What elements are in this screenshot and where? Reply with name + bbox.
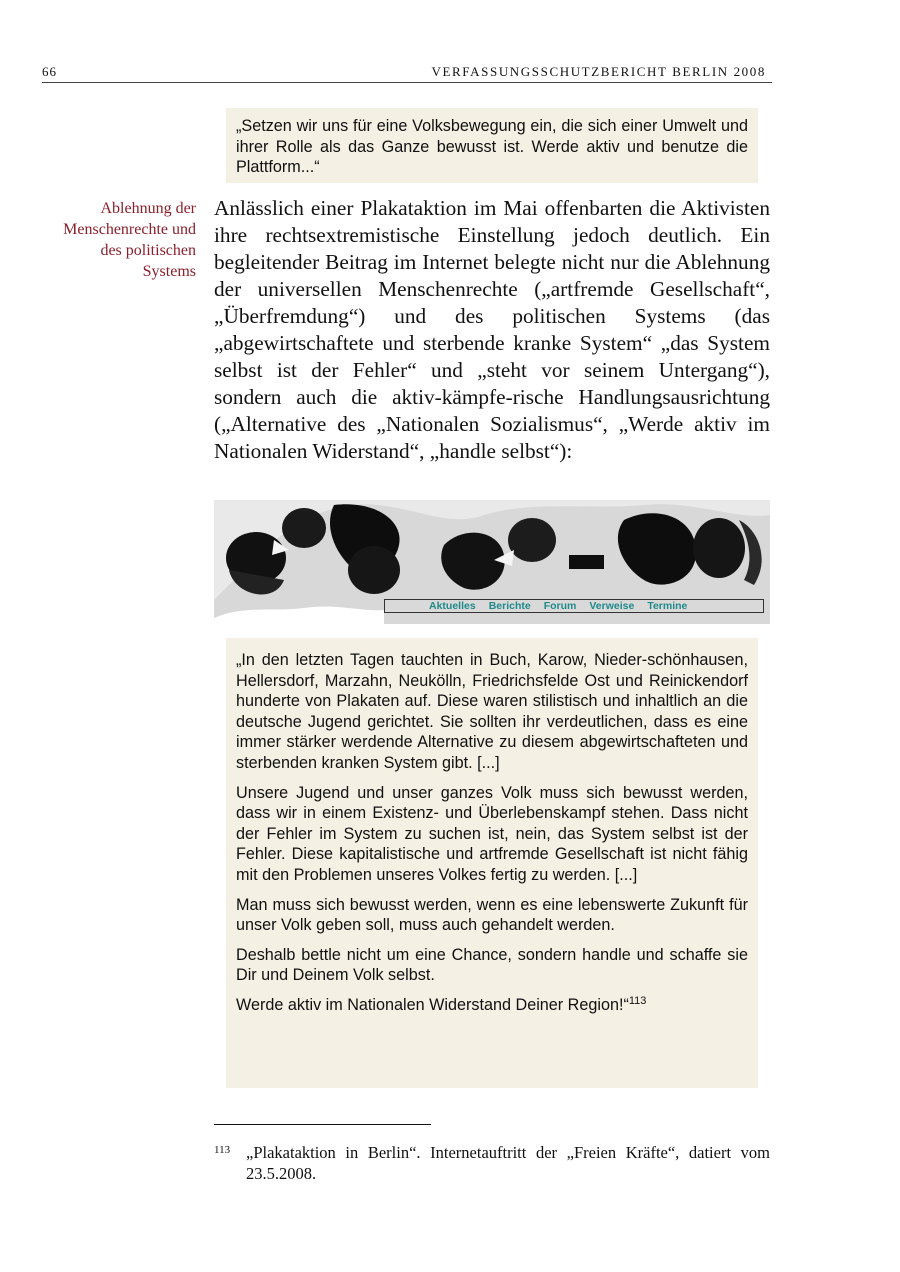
website-banner-image xyxy=(214,500,770,624)
running-title: VERFASSUNGSSCHUTZBERICHT BERLIN 2008 xyxy=(431,64,766,79)
quote-last-text: Werde aktiv im Nationalen Widerstand Deiner Region!“ xyxy=(236,995,629,1014)
quote-box-top xyxy=(226,108,758,183)
quote-paragraph: Deshalb bettle nicht um eine Chance, sondern handle und schaffe sie Dir und Deinem Volk selbst. xyxy=(236,945,748,985)
nav-item-termine: Termine xyxy=(647,600,688,612)
nav-item-forum: Forum xyxy=(543,600,577,612)
margin-note-line: Menschenrechte und xyxy=(63,221,196,238)
quote-paragraph-last xyxy=(236,995,748,1016)
body-paragraph: Anlässlich einer Plakataktion im Mai offenbarten die Aktivisten ihre rechtsextremistische Einstellung jedoch deutlich. Ein begleitender Beitrag im Internet belegte nicht nur die Ablehnung der universellen Menschenrechte („artfremde Gesellschaft“, „Überfremdung“) und des politischen Systems (das „abgewirtschaftete und sterbende kranke System“ „das System selbst ist der Fehler“ und „steht vor seinem Untergang“), sondern auch die aktiv-kämpfe-rische Handlungsausrichtung („Alternative des „Nationalen Sozialismus“, „Werde aktiv im Nationalen Widerstand“, „handle selbst“): xyxy=(214,196,770,463)
footnote-reference: 113 xyxy=(628,994,647,1007)
margin-note-line: des politischen xyxy=(100,242,196,259)
quote-top-text: „Setzen wir uns für eine Volksbewegung ein, die sich einer Umwelt und ihrer Rolle als das Ganze bewusst ist. Werde aktiv und benutze die Plattform...“ xyxy=(236,117,748,177)
margin-note-line: Systems xyxy=(142,263,196,280)
banner-nav-bar xyxy=(384,599,764,613)
nav-item-verweise: Verweise xyxy=(589,600,635,612)
footnote-number: 113 xyxy=(214,1144,231,1156)
footnote xyxy=(214,1142,770,1184)
footnote-text: „Plakataktion in Berlin“. Internetauftritt der „Freien Kräfte“, datiert vom 23.5.2008. xyxy=(246,1143,770,1183)
nav-item-aktuelles: Aktuelles xyxy=(429,600,476,612)
page-number: 66 xyxy=(42,64,57,79)
margin-note-line: Ablehnung der xyxy=(100,200,196,217)
quote-paragraph: Man muss sich bewusst werden, wenn es eine lebenswerte Zukunft für unser Volk geben soll, muss auch gehandelt werden. xyxy=(236,895,748,935)
quote-paragraph: „In den letzten Tagen tauchten in Buch, Karow, Nieder-schönhausen, Hellersdorf, Marzahn, Neukölln, Friedrichsfelde Ost und Reinickendorf hunderte von Plakaten auf. Diese waren stilistisch und inhaltlich an die deutsche Jugend gerichtet. Sie sollten ihr verdeutlichen, dass es eine immer stärker werdende Alternative zu diesem abgewirtschafteten und sterbenden kranken System gibt. [...] xyxy=(236,651,748,772)
nav-item-berichte: Berichte xyxy=(488,600,531,612)
quote-paragraph: Unsere Jugend und unser ganzes Volk muss sich bewusst werden, dass wir in einem Existenz- und Überlebenskampf stehen. Dass nicht der Fehler im System zu suchen ist, nein, das System selbst ist der Fehler. Diese kapitalistische und artfremde Gesellschaft ist nicht fähig mit den Problemen unseres Volkes fertig zu werden. [...] xyxy=(236,783,748,884)
margin-note xyxy=(40,198,196,282)
quote-box-main xyxy=(226,638,758,1088)
running-header xyxy=(42,64,772,83)
footnote-divider xyxy=(214,1124,431,1125)
